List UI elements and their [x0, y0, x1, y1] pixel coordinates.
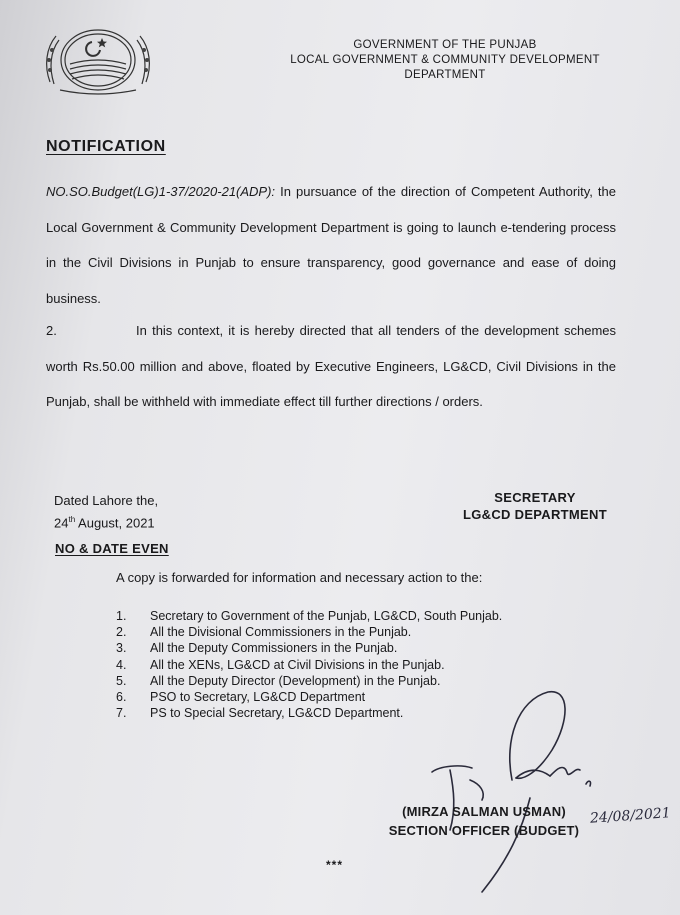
list-item-text: All the Deputy Commissioners in the Punjab.: [150, 641, 398, 656]
dated-day-suffix: th: [68, 515, 76, 524]
list-item-text: All the Deputy Director (Development) in the Punjab.: [150, 673, 441, 688]
list-item-text: Secretary to Government of the Punjab, LG&CD, South Punjab.: [150, 609, 503, 623]
dated-block: [54, 491, 158, 532]
list-item-number: 3.: [116, 641, 127, 656]
list-item-number: 1.: [116, 609, 127, 623]
signatory-name: (MIRZA SALMAN USMAN): [402, 804, 566, 819]
list-item-number: 6.: [116, 689, 127, 704]
list-item: [116, 624, 502, 640]
paragraph-2-number: 2.: [46, 323, 57, 338]
secretary-title: SECRETARY: [494, 490, 576, 505]
paragraph-1-text: In pursuance of the direction of Competent Authority, the Local Government & Community Development Department is going to launch e-tendering process in the Civil Divisions in Punjab to ensure transparency, good governance and ease of doing business.: [46, 184, 616, 306]
handwritten-date: 24/08/2021: [589, 805, 672, 827]
list-item-number: 4.: [116, 657, 127, 672]
list-item-number: 7.: [116, 706, 127, 721]
header-line-2: LOCAL GOVERNMENT & COMMUNITY DEVELOPMENT: [290, 54, 600, 66]
punjab-emblem-logo: [40, 20, 156, 100]
dated-day: 24: [54, 515, 69, 531]
signatory-block: [384, 802, 584, 840]
header-line-3: DEPARTMENT: [404, 69, 486, 81]
notification-title: NOTIFICATION: [46, 138, 166, 155]
signatory-designation: SECTION OFFICER (BUDGET): [388, 823, 580, 838]
paragraph-2-text: In this context, it is hereby directed that all tenders of the development schemes worth Rs.50.00 million and above, floated by Executive Engineers, LG&CD, Civil Divisions in the Punjab, shall be withheld with immediate effect till further directions / orders.: [46, 323, 616, 409]
paragraph-1: [46, 174, 616, 316]
paragraph-2: [46, 313, 616, 420]
notification-reference: NO.SO.Budget(LG)1-37/2020-21(ADP):: [46, 184, 276, 199]
dated-date: [54, 510, 158, 532]
list-item-number: 5.: [116, 673, 127, 688]
no-date-even-heading: NO & DATE EVEN: [55, 541, 169, 556]
list-item: [116, 657, 502, 673]
list-item-text: PSO to Secretary, LG&CD Department: [150, 689, 366, 704]
list-item: [116, 608, 502, 624]
dated-place: Dated Lahore the,: [54, 493, 159, 508]
end-mark: ***: [326, 858, 344, 872]
secretary-block: [456, 489, 614, 523]
handwritten-signature: [420, 680, 620, 900]
list-item-text: PS to Special Secretary, LG&CD Department.: [150, 706, 404, 721]
copy-forwarded-intro: A copy is forwarded for information and necessary action to the:: [116, 570, 483, 585]
department-header: [270, 38, 620, 83]
secretary-department: LG&CD DEPARTMENT: [463, 507, 607, 522]
list-item-number: 2.: [116, 625, 127, 640]
header-line-1: GOVERNMENT OF THE PUNJAB: [353, 39, 537, 51]
dated-month-year: August, 2021: [78, 515, 155, 531]
list-item: [116, 640, 502, 656]
list-item-text: All the Divisional Commissioners in the Punjab.: [150, 625, 412, 640]
list-item-text: All the XENs, LG&CD at Civil Divisions in the Punjab.: [150, 657, 445, 672]
